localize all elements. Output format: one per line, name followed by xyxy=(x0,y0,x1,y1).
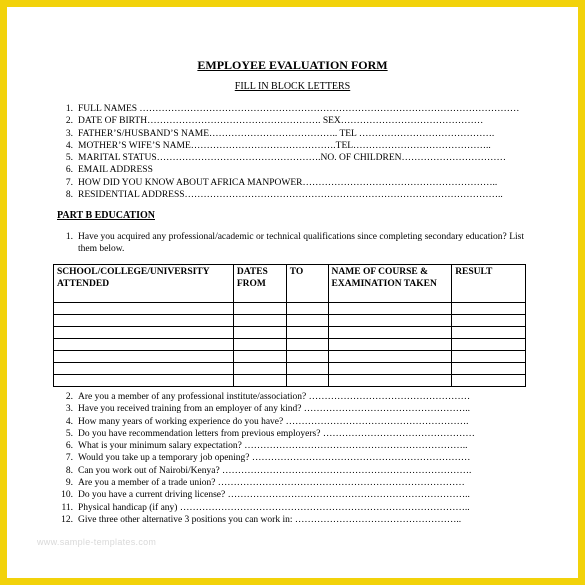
table-cell[interactable] xyxy=(54,351,234,363)
item-text: Physical handicap (if any) ……………………………………………………………………………….. xyxy=(78,502,470,513)
table-cell[interactable] xyxy=(452,363,526,375)
table-cell[interactable] xyxy=(452,327,526,339)
table-cell[interactable] xyxy=(452,303,526,315)
item-text: Would you take up a temporary job opening? …………………………………………………………… xyxy=(78,453,471,464)
table-cell[interactable] xyxy=(54,303,234,315)
table-cell[interactable] xyxy=(233,351,286,363)
item-number: 1. xyxy=(65,104,73,114)
table-row xyxy=(54,327,526,339)
personal-field-dob-sex xyxy=(57,115,527,127)
personal-field-email xyxy=(57,164,527,176)
item-text: How many years of working experience do you have? …………………………………………………. xyxy=(78,416,469,427)
item-number: 6. xyxy=(65,441,73,452)
item-number: 4. xyxy=(65,416,73,427)
table-cell[interactable] xyxy=(54,327,234,339)
item-number: 1. xyxy=(65,232,73,242)
question-physical-handicap xyxy=(57,502,527,514)
item-text: DATE OF BIRTH………………………………………………. SEX……………………………………… xyxy=(78,116,484,127)
table-cell[interactable] xyxy=(233,303,286,315)
table-cell[interactable] xyxy=(233,339,286,351)
table-cell[interactable] xyxy=(286,327,328,339)
question-experience xyxy=(57,416,527,428)
personal-field-father-husband xyxy=(57,128,527,140)
column-header-course: NAME OF COURSE & EXAMINATION TAKEN xyxy=(328,265,452,303)
question-trade-union xyxy=(57,477,527,489)
item-text: Are you a member of a trade union? …………………………………………………………………… xyxy=(78,478,465,489)
item-number: 9. xyxy=(65,478,73,489)
personal-field-marital-status xyxy=(57,152,527,164)
table-cell[interactable] xyxy=(328,339,452,351)
table-cell[interactable] xyxy=(54,339,234,351)
item-text: What is your minimum salary expectation? …………………………………………………………….. xyxy=(78,441,468,452)
item-text: Are you a member of any professional institute/association? …………………………………………… xyxy=(78,392,471,402)
table-cell[interactable] xyxy=(286,351,328,363)
table-cell[interactable] xyxy=(452,339,526,351)
table-cell[interactable] xyxy=(233,327,286,339)
question-driving-license xyxy=(57,489,527,501)
table-cell[interactable] xyxy=(328,303,452,315)
table-cell[interactable] xyxy=(286,315,328,327)
watermark: www.sample-templates.com xyxy=(37,537,157,547)
column-header-school: SCHOOL/COLLEGE/UNIVERSITY ATTENDED xyxy=(54,265,234,303)
table-cell[interactable] xyxy=(54,315,234,327)
item-text: Can you work out of Nairobi/Kenya? ……………………………………………………………………. xyxy=(78,465,472,476)
table-cell[interactable] xyxy=(286,363,328,375)
item-number: 7. xyxy=(65,177,73,188)
table-row xyxy=(54,363,526,375)
question-training xyxy=(57,403,527,415)
table-cell[interactable] xyxy=(286,339,328,351)
page-subtitle: FILL IN BLOCK LETTERS xyxy=(234,81,351,92)
table-cell[interactable] xyxy=(233,315,286,327)
item-number: 5. xyxy=(65,153,73,164)
item-text: Have you received training from an employer of any kind? …………………………………………….. xyxy=(78,404,471,415)
table-cell[interactable] xyxy=(328,327,452,339)
item-text: EMAIL ADDRESS xyxy=(78,165,153,176)
table-cell[interactable] xyxy=(54,363,234,375)
table-cell[interactable] xyxy=(328,315,452,327)
item-text: MARITAL STATUS…………………………………………….NO. OF CHILDREN…………………………… xyxy=(78,153,507,164)
item-number: 3. xyxy=(65,128,73,139)
form-page xyxy=(7,7,578,578)
table-row xyxy=(54,339,526,351)
question-recommendation xyxy=(57,428,527,440)
table-row xyxy=(54,375,526,387)
personal-field-full-names xyxy=(57,103,527,115)
item-text: Do you have recommendation letters from previous employers? ………………………………………… xyxy=(78,428,475,439)
table-header-row xyxy=(54,265,526,303)
table-cell[interactable] xyxy=(233,375,286,387)
item-number: 8. xyxy=(65,190,73,201)
page-title: EMPLOYEE EVALUATION FORM xyxy=(197,58,388,72)
table-cell[interactable] xyxy=(452,315,526,327)
item-number: 8. xyxy=(65,465,73,476)
column-header-to: TO xyxy=(286,265,328,303)
question-temporary-job xyxy=(57,452,527,464)
question-alternative-positions xyxy=(57,514,527,526)
item-number: 4. xyxy=(65,140,73,151)
question-salary xyxy=(57,440,527,452)
education-table xyxy=(53,264,526,387)
table-cell[interactable] xyxy=(54,375,234,387)
item-number: 2. xyxy=(65,392,73,402)
item-text: MOTHER’S WIFE’S NAME……………………………………….TEL…………………………………….. xyxy=(78,140,491,151)
item-text: HOW DID YOU KNOW ABOUT AFRICA MANPOWER…………………………………………………….. xyxy=(78,177,498,188)
table-row xyxy=(54,303,526,315)
question-professional-member xyxy=(57,391,527,403)
item-text: Give three other alternative 3 positions you can work in: …………………………………………….. xyxy=(78,514,462,525)
item-number: 12. xyxy=(61,514,73,525)
item-text: FATHER’S/HUSBAND’S NAME………………………………….. TEL ……………………………………. xyxy=(78,128,495,139)
item-number: 7. xyxy=(65,453,73,464)
item-text: Have you acquired any professional/academic or technical qualifications since completing secondary education? List them below. xyxy=(78,232,524,254)
item-text: Do you have a current driving license? ………………………………………………………………….. xyxy=(78,490,470,501)
table-cell[interactable] xyxy=(328,351,452,363)
item-number: 3. xyxy=(65,404,73,415)
table-row xyxy=(54,315,526,327)
item-number: 10. xyxy=(61,490,73,501)
additional-questions-list xyxy=(57,391,527,526)
table-row xyxy=(54,351,526,363)
item-number: 5. xyxy=(65,428,73,439)
question-work-location xyxy=(57,465,527,477)
column-header-result: RESULT xyxy=(452,265,526,303)
education-question xyxy=(57,231,527,255)
personal-field-mother-wife xyxy=(57,140,527,152)
table-cell[interactable] xyxy=(233,363,286,375)
item-text: FULL NAMES ………………………………………………………………………………………………………… xyxy=(78,104,520,114)
section-heading-education: PART B EDUCATION xyxy=(57,210,155,221)
table-body xyxy=(54,303,526,387)
personal-details-list xyxy=(57,103,527,201)
item-text: RESIDENTIAL ADDRESS……………………………………………………………………………………….. xyxy=(78,190,503,201)
personal-field-residential-address xyxy=(57,189,527,201)
item-number: 6. xyxy=(65,165,73,176)
table-cell[interactable] xyxy=(286,375,328,387)
item-number: 11. xyxy=(61,502,73,513)
item-number: 2. xyxy=(65,116,73,127)
table-cell[interactable] xyxy=(452,351,526,363)
table-cell[interactable] xyxy=(286,303,328,315)
table-cell[interactable] xyxy=(452,375,526,387)
table-cell[interactable] xyxy=(328,375,452,387)
table-cell[interactable] xyxy=(328,363,452,375)
personal-field-referral xyxy=(57,177,527,189)
column-header-dates-from: DATES FROM xyxy=(233,265,286,303)
